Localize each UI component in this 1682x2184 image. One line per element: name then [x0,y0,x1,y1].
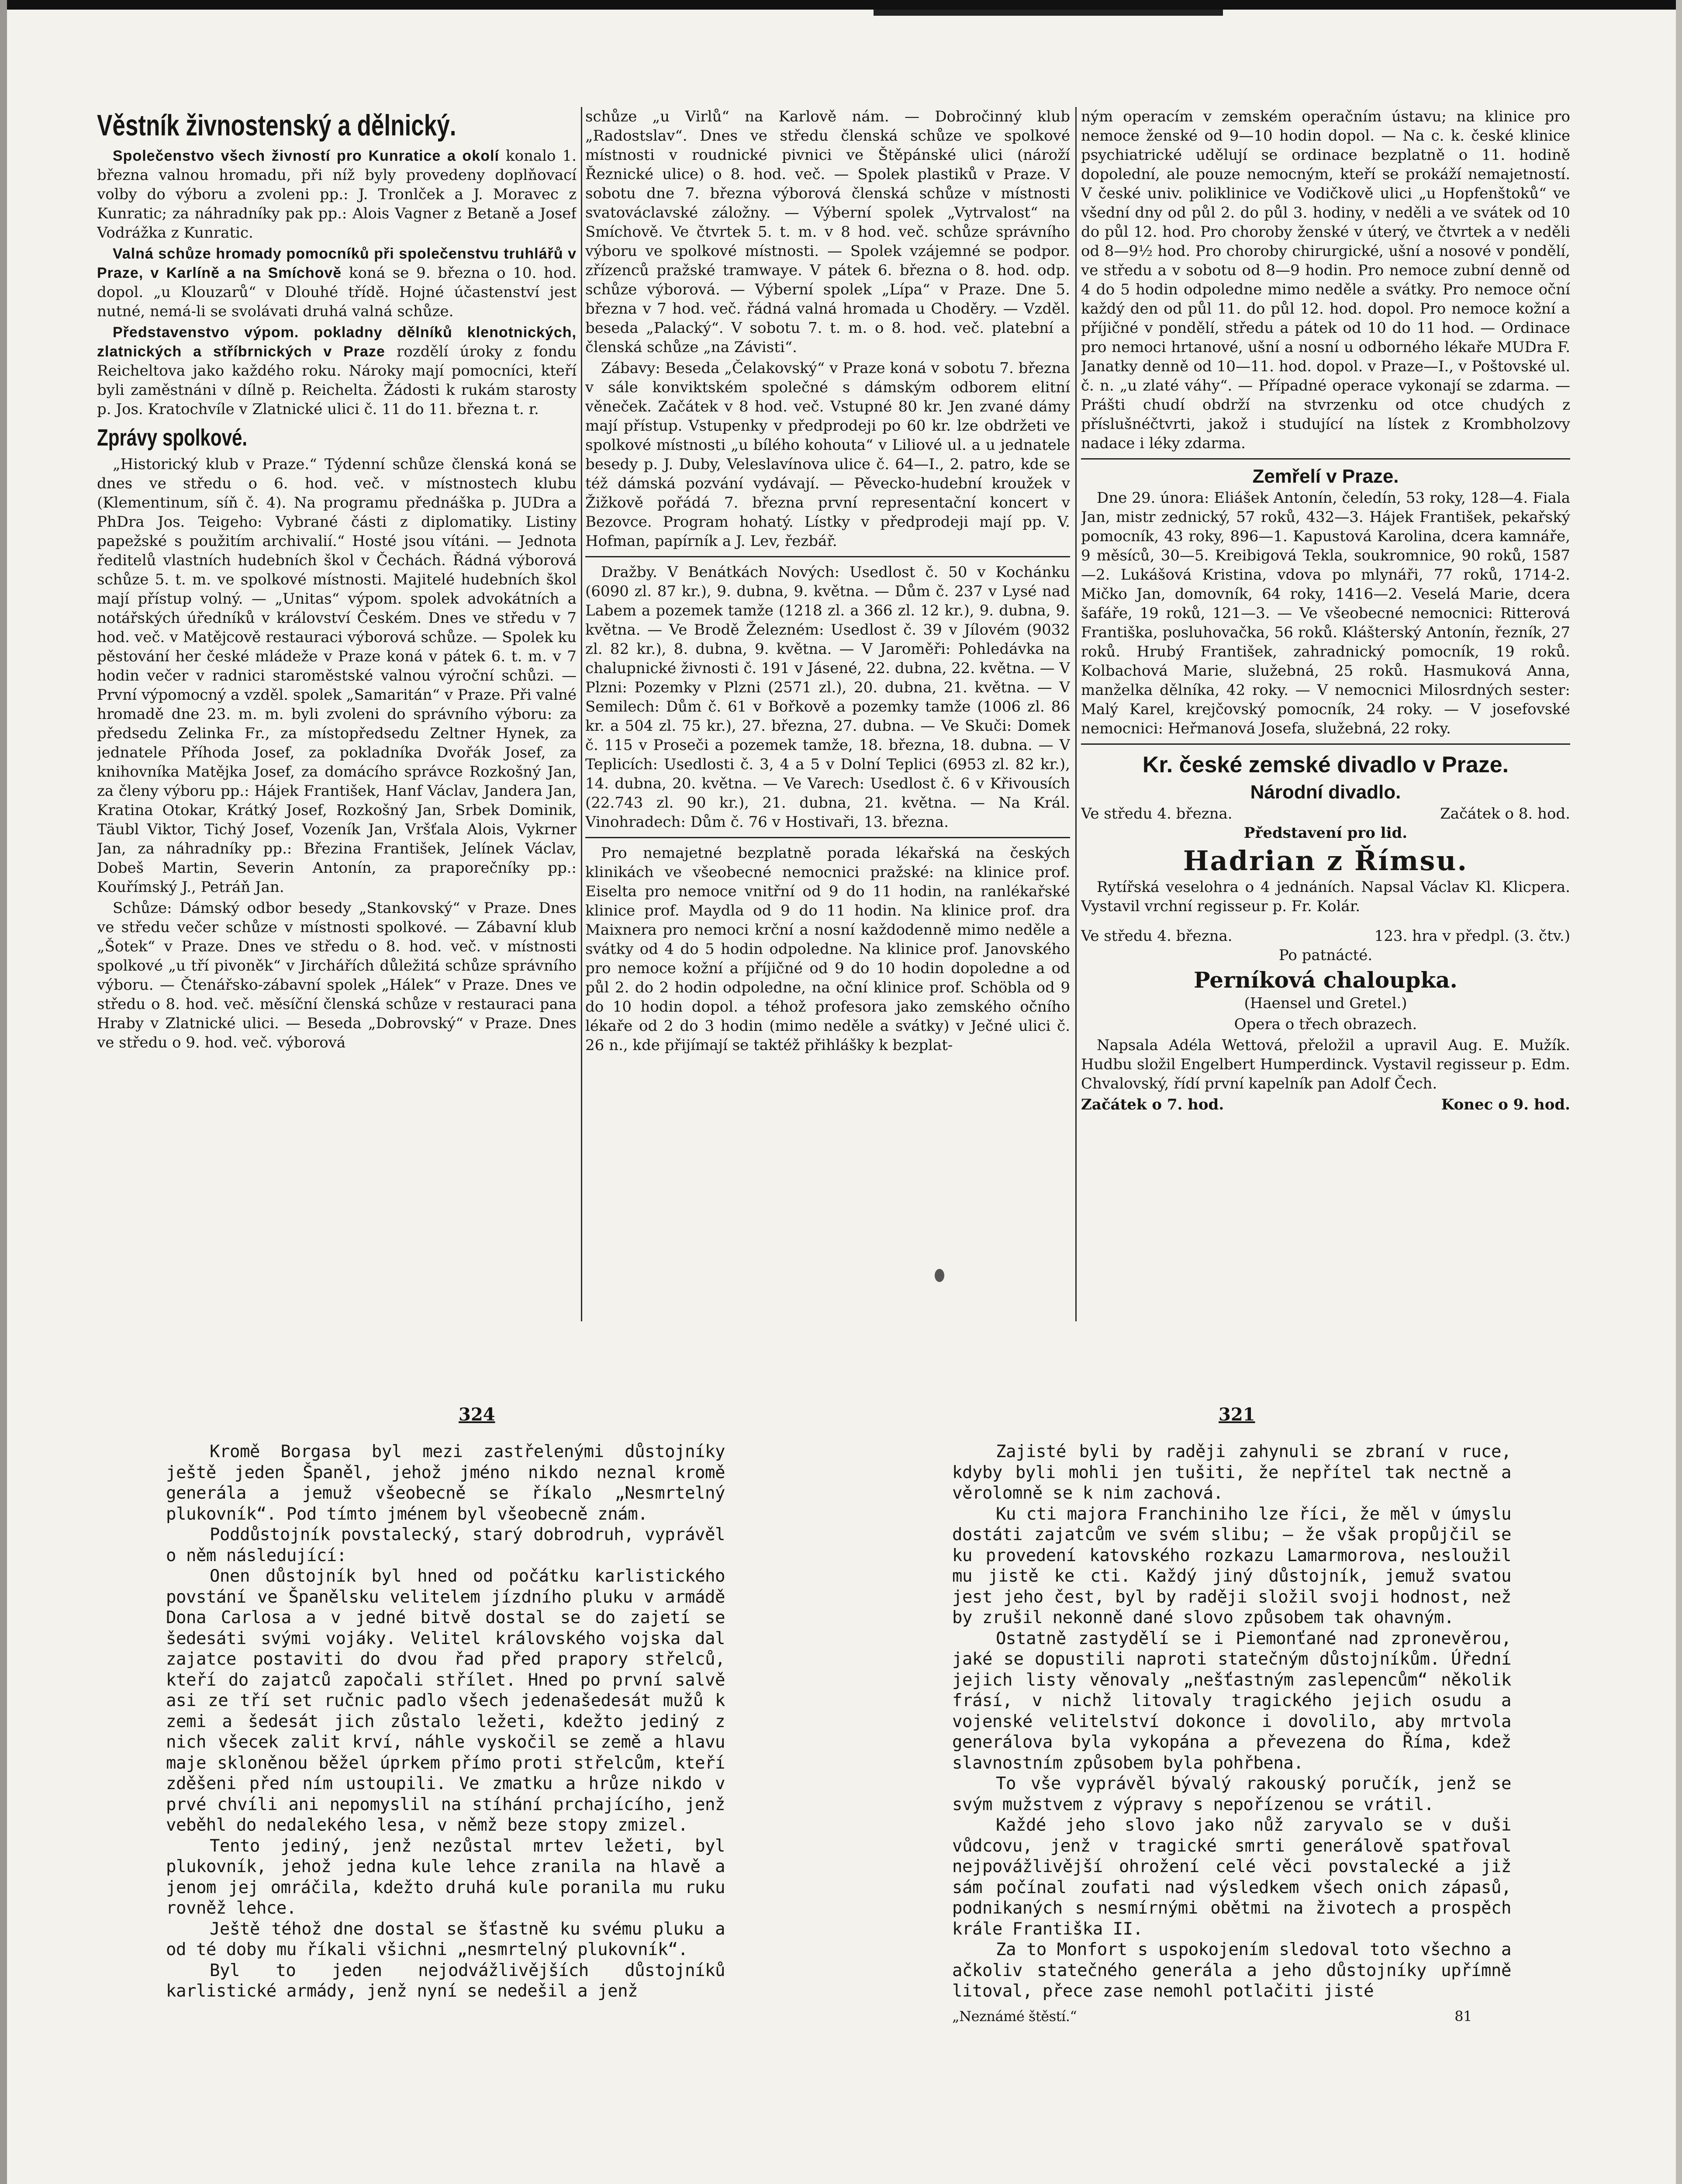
column-rule [1075,107,1077,1321]
footer-title: „Neznámé štěstí.“ [952,2008,1077,2025]
notice-text: rozdělí úroky z fondu Reicheltova jako každého roku. Nároky mají pomocníci, kteří byli zaměstnáni v dílně p. Reichelta. Žádosti k rukám starosty p. Jos. Kratochvíle v Zlatnické ulici č. 11 do 11. března t. r. [97,343,577,418]
notice-paragraph [97,146,577,242]
performance-2-info [1081,926,1570,946]
novel-page-left [166,1441,725,2184]
footer-sheet-number: 81 [1454,2008,1472,2025]
notice-lead: Společenstvo všech živností pro Kunratice a okolí [113,148,499,164]
left-scan-edge [0,0,7,2184]
story-paragraph: Ještě téhož dne dostal se šťastně ku svému pluku a od té doby mu říkali všichni „nesmrtelný plukovník“. [166,1919,725,1959]
ink-blot [935,1269,944,1282]
performance-1-info [1081,804,1570,823]
top-scan-mark [874,10,1223,16]
play-description: Rytířská veselohra o 4 jednáních. Napsal Václav Kl. Klicpera. Vystavil vrchní regisseur p. Fr. Kolár. [1081,878,1570,915]
notice-lead: Představenstvo výpom. pokladny dělníků klenotnických, zlatnických a stříbrnických v Praze [97,324,577,360]
club-news-paragraph: Schůze: Dámský odbor besedy „Stankovský“ v Praze. Dnes ve středu večer schůze v místnosti spolkové. — Zábavní klub „Šotek“ v Praze. Dnes ve středu o 8. hod. več. v místnosti spolkové „u tří pivoněk“ v Jirchářích důležitá schůze správního výboru. — Čtenářsko-zábavní spolek „Hálek“ v Praze. Dnes ve středu o 8. hod. več. měsíční členská schůze v restauraci pana Hraby v Zlatnické ulici. — Beseda „Dobrovský“ v Praze. Dnes ve středu o 9. hod. več. výborová [97,899,577,1051]
theatre-subheading: Národní divadlo. [1250,781,1401,803]
performance-date: Ve středu 4. března. [1081,927,1233,945]
performance-start: Začátek o 8. hod. [1440,805,1570,822]
club-news-paragraph: „Historický klub v Praze.“ Týdenní schůze členská koná se dnes ve středu o 6. hod. več. v místnostech klubu (Klementinum, síň č. 4). Na programu přednáška p. JUDra a PhDra Jos. Teigeho: Vybrané části z diplomatiky. Listiny papežské s použitím archivalií.“ Hosté jsou vítáni. — Jednota ředitelů vlastních hudebních škol v Čechách. Řádná výborová schůze 5. t. m. ve spolkové místnosti. Majitelé hudebních škol mají přístup volný. — „Unitas“ výpom. spolek advokátních a notářských úředníků v království Českém. Dnes ve středu v 7 hod. več. v Matějcově restauraci výborová schůze. — Spolek ku pěstování her české mládeže v Praze koná v pátek 6. t. m. v 7 hodin večer v radnici staroměstské valnou výroční schůzi. — První výpomocný a vzděl. spolek „Samaritán“ v Praze. Při valné hromadě dne 23. m. m. byli zvoleni do správního výboru: za předsedu Zelinka Fr., za místopředsedu Zeltner Hynek, za jednatele Příhoda Josef, za pokladníka Dvořák Josef, za knihovníka Matějka Josef, za domácího správce Rozkošný Jan, za členy výboru pp.: Hájek František, Hanf Václav, Jandera Jan, Kratina Otokar, Krátký Josef, Rozkošný Jan, Srbek Dominik, Täubl Viktor, Tichý Josef, Vozeník Jan, Vršťala Alois, Vykrner Jan, za náhradníky pp.: Březina František, Jelínek Václav, Dobeš Martin, Severin Antonín, za praporečníky pp.: Kouřímský J., Petráň Jan. [97,456,577,896]
club-news-paragraph: schůze „u Virlů“ na Karlově nám. — Dobročinný klub „Radostslav“. Dnes ve středu členská schůze ve spolkové místnosti v roudnické pivnici ve Štěpánské ulici (nároží Řeznické ulice) o 8. hod. več. — Spolek plastiků v Praze. V sobotu dne 7. března výborová členská schůze v místnosti svatováclavské záložny. — Výberní spolek „Vytrvalost“ na Smíchově. Ve čtvrtek 5. t. m. v 8 hod. več. schůze správního výboru ve spolkové místnosti. — Spolek vzájemné se podpor. zřízenců pražské tramwaye. V pátek 6. března o 8. hod. odp. schůze výborová. — Výberní spolek „Lípa“ v Praze. Dne 5. března v 7 hod. več. řádná valná hromada u Choděry. — Vzděl. beseda „Palacký“. V sobotu 7. t. m. o 8. hod. več. platební a členská schůze „na Závisti“. [585,108,1070,356]
newspaper-column-2 [585,107,1070,1321]
medical-advice-paragraph: Pro nemajetné bezplatně porada lékařská na českých klinikách ve všeobecné nemocnici pražské: na klinice prof. Eiselta pro nemoce vnitřní od 9 do 11 hodin, na ranlékařské klinice prof. Maydla od 9 do 11 hodin. Na klinice prof. dra Maixnera pro nemoci krční a nosní každodenně mimo neděle a svátky od 4 do 5 hodin odpoledne. Na klinice prof. Janovského pro nemoce kožní a příjičné od 9 do 10 hodin dopoledne a od půl 2. do 2 hodin odpoledne, na oční klinice prof. Schöbla od 9 do 10 hodin dopol. a téhož profesora jako zemského očního lékaře od 2 do 3 hodin (mimo neděle a svátky) v Ječné ulici č. 26 n., kde přijímají se taktéž přihlášky k bezplat- [585,844,1070,1054]
auctions-paragraph: Dražby. V Benátkách Nových: Usedlost č. 50 v Kochánku (6090 zl. 87 kr.), 9. dubna, 9. května. — Dům č. 237 v Lysé nad Labem a pozemek tamže (1218 zl. a 366 zl. 12 kr.), 9. dubna, 9. května. — Ve Brodě Železném: Usedlost č. 39 v Jílovém (9032 zl. 82 kr.), 8. dubna, 9. května. — V Jaroměři: Pohledávka na chalupnické živnosti č. 191 v Jásené, 22. dubna, 22. května. — V Plzni: Pozemky v Plzni (2571 zl.), 20. dubna, 21. května. — V Semilech: Dům č. 61 v Bořkově a pozemky tamže (1006 zl. 86 kr. a 504 zl. 75 kr.), 27. března, 27. dubna. — Ve Skuči: Domek č. 115 v Proseči a pozemek tamže, 18. března, 18. dubna. — V Teplicích: Usedlosti č. 3, 4 a 5 v Dolní Teplici (6953 zl. 82 kr.), 14. dubna, 20. května. — Ve Varech: Usedlost č. 6 v Křivousích (22.743 zl. 90 kr.), 21. dubna, 21. května. — Na Král. Vinohradech: Dům č. 76 v Hostivaři, 13. března. [585,563,1070,831]
play-subtitle: (Haensel und Gretel.) [1244,995,1407,1012]
novel-page-right [952,1441,1511,2184]
theatre-heading: Kr. české zemské divadlo v Praze. [1142,752,1509,778]
story-paragraph: Poddůstojník povstalecký, starý dobrodruh, vyprávěl o něm následující: [166,1525,725,1565]
play-title: Hadrian z Římsu. [1183,845,1468,877]
story-paragraph: Byl to jeden nejodvážlivějších důstojníků karlistické armády, jenž nyní se nedešil a jenž [166,1960,725,2001]
story-paragraph: Za to Monfort s uspokojením sledoval toto všechno a ačkoliv statečného generála a jeho důstojníky upřímně litoval, přece zase nemohl potlačiti jisté [952,1940,1511,2001]
page-number-right: 321 [1219,1404,1255,1425]
story-paragraph: Ostatně zastydělí se i Piemonťané nad zpronevěrou, jaké se dopustili naproti statečným důstojníkům. Úřední jejich listy věnovaly „nešťastným zaslepencům“ několik frásí, v nichž litovaly tragického jejich osudu a vojenské velitelství dokonce i dovolilo, aby mrtvola generálova byla vykopána a převezena do Říma, kdež slavnostním způsobem byla pohřbena. [952,1628,1511,1773]
performance-2-times [1081,1095,1570,1114]
performance-note: Představení pro lid. [1243,824,1408,842]
notice-lead: Valná schůze hromady pomocníků při společenstvu truhlářů v Praze, v Karlíně a na Smíchově [97,245,577,281]
page-number-left: 324 [459,1404,495,1425]
story-paragraph: Tento jediný, jenž nezůstal mrtev ležeti, byl plukovník, jehož jedna kule lehce zranila na hlavě a jenom jej omráčila, kdežto druhá kule poranila mu ruku rovněž lehce. [166,1836,725,1918]
page-footer [952,2006,1511,2027]
performance-subscription: 123. hra v předpl. (3. čtv.) [1374,927,1570,945]
performance-end: Konec o 9. hod. [1441,1096,1570,1113]
deaths-heading: Zemřelí v Praze. [1252,466,1399,487]
performance-note: Po patnácté. [1278,947,1373,964]
column-rule [581,107,582,1321]
section-divider [585,556,1070,557]
play-description: Napsala Adéla Wettová, přeložil a upravil Aug. E. Mužík. Hudbu složil Engelbert Humperdinck. Vystavil regisseur p. Edm. Chvalovský, řídí první kapelník pan Adolf Čech. [1081,1037,1570,1092]
performance-start: Začátek o 7. hod. [1081,1096,1224,1113]
story-paragraph: To vše vyprávěl bývalý rakouský poručík, jenž se svým mužstvem z výpravy s nepořízenou se vrátil. [952,1774,1511,1814]
story-paragraph: Každé jeho slovo jako nůž zaryvalo se v duši vůdcovu, jenž v tragické smrti generálově spatřoval nejpovážlivější ohrožení celé věci povstalecké a již sám počínal zoufati nad výsledkem všech onich zápasů, podnikaných s nesmírnými obětmi na životech a prospěch krále Františka II. [952,1815,1511,1939]
section-divider [1081,458,1570,460]
section-heading-trade: Věstník živnostenský a dělnický. [97,109,456,142]
newspaper-column-3 [1081,107,1570,1321]
play-kind: Opera o třech obrazech. [1234,1016,1417,1033]
play-title: Perníková chaloupka. [1194,967,1458,993]
story-paragraph: Zajisté byli by raději zahynuli se zbraní v ruce, kdyby byli mohli jen tušiti, že nepřítel tak nectně a věrolomně se k nim zachová. [952,1442,1511,1503]
story-paragraph: Kromě Borgasa byl mezi zastřelenými důstojníky ještě jeden Španěl, jehož jméno nikdo neznal kromě generála a jemuž všeobecně se říkalo „Nesmrtelný plukovník“. Pod tímto jménem byl všeobecně znám. [166,1442,725,1524]
medical-advice-paragraph: ným operacím v zemském operačním ústavu; na klinice pro nemoce ženské od 9—10 hodin dopol. — Na c. k. české klinice psychiatrické udělují se ordinace bezplatně o 11. hodině dopolední, ale pouze nemocným, kteří se prokáží nemajetností. V české univ. poliklinice ve Vodičkově ulici „u Hopfenštoků“ ve všední dny od půl 2. do půl 3. hodiny, v neděli a ve svátek od 10 do půl 12. hod. Pro choroby ženské v úterý, ve čtvrtek a v neděli od 8—9½ hod. Pro choroby chirurgické, ušní a nosové v pondělí, ve středu a v sobotu od 8—9 hodin. Pro nemoce zubní denně od 4 do 5 hodin odpoledne mimo neděle a svátky. Pro nemoce oční každý den od půl 11. do půl 12. hod. dopol. Pro nemoce kožní a příjičné v pondělí, středu a pátek od 10 do 11 hod. — Ordinace pro nemoci hrtanové, ušní a nosní u odborného lékaře MUDra F. Janatky denně od 10—11. hod. dopol. v Praze—I., v Poštovské ul. č. n. „u zlaté váhy“. — Případné operace vykonají se zdarma. — Prášti chudí obdrží na stvrzenku od otce chudých z příslušnéčtvrti, jakož i studující na lístek z Krombholzovy nadace i léky zdarma. [1081,108,1570,452]
notice-text: konalo 1. března valnou hromadu, při níž byly provedeny doplňovací volby do výboru a zvoleni pp.: J. Tronlček a J. Moravec z Kunratic; za náhradníky pak pp.: Alois Vagner z Betaně a Josef Vodrážka z Kunratic. [97,147,577,242]
section-divider [1081,743,1570,745]
story-paragraph: Onen důstojník byl hned od počátku karlistického povstání ve Španělsku velitelem jízdního pluku v armádě Dona Carlosa a v jedné bitvě dostal se do zajetí se šedesáti svými vojáky. Velitel královského vojska dal zajatce postaviti do dvou řad před prapory střelců, kteří do zajatců započali střílet. Hned po první salvě asi ze tří set ručnic padlo všech jedenašedesát mužů k zemi a šedesát jich zůstalo ležeti, kdežto jediný z nich všecek zalit krví, náhle vyskočil se země a hlavu maje skloněnou běžel úprkem přímo proti střelcům, kteří zděšeni před ním ustoupili. Ve zmatku a hrůze nikdo v prvé chvíli ani nepomyslil na stíhání prchajícího, jenž veběhl do nedalekého lesa, v němž beze stopy zmizel. [166,1566,725,1835]
section-divider [585,837,1070,838]
performance-date: Ve středu 4. března. [1081,805,1233,822]
top-scan-border [0,0,1682,10]
deaths-paragraph: Dne 29. února: Eliášek Antonín, čeledín, 53 roky, 128—4. Fiala Jan, mistr zednický, 57 roků, 432—3. Hájek František, pekařský pomocník, 43 roky, 896—1. Kapustová Karolina, dcera kamnáře, 9 měsíců, 30—5. Kreibigová Tekla, soukromnice, 90 roků, 1587—2. Lukášová Kristina, vdova po mlynáři, 77 roků, 1714-2. Mičko Jan, domovník, 64 roky, 1416—2. Veselá Marie, dcera šafáře, 19 roků, 121—3. — Ve všeobecné nemocnici: Ritterová Františka, posluhovačka, 56 roků. Klášterský Antonín, řezník, 27 roků. Hrubý František, zahradnický pomocník, 19 roků. Kolbachová Marie, služebná, 25 roků. Hasmuková Anna, manželka dělníka, 42 roky. — V nemocnici Milosrdných sester: Malý Karel, krejčovský pomocník, 24 roky. — V josefovské nemocnici: Heřmanová Josefa, služebná, 22 roky. [1081,489,1570,737]
notice-paragraph [97,244,577,321]
notice-text: koná se 9. března o 10. hod. dopol. „u Klouzarů“ v Dlouhé třídě. Hojné účastenství jest nutné, nemá-li se svolávati druhá valná schůze. [97,264,577,320]
section-heading-clubs: Zprávy spolkové. [97,425,248,451]
right-scan-edge [1676,0,1682,2184]
notice-paragraph [97,323,577,419]
entertainment-paragraph: Zábavy: Beseda „Čelakovský“ v Praze koná v sobotu 7. března v sále konviktském společné s dámským odborem elitní věneček. Začátek v 8 hod. več. Vstupné 80 kr. Jen zvané dámy mají přístup. Vstupenky v předprodeji po 60 kr. lze obdržeti ve spolkové místnosti „u bílého kohouta“ v Liliové ul. a u jednatele besedy p. J. Duby, Veleslavínova ulice č. 64—I., 2. patro, kde se též dámská pozvání vydávají. — Pěvecko-hudební kroužek v Žižkově pořádá 7. března první representační koncert v Bezovce. Program hohatý. Lístky v předprodeji mají pp. V. Hofman, papírník a J. Lev, řezbář. [585,359,1070,550]
story-paragraph: Ku cti majora Franchiniho lze říci, že měl v úmyslu dostáti zajatcům ve svém slibu; — že však propůjčil se ku provedení katovského rozkazu Lamarmorova, nesloužil mu jistě ke cti. Každý jiný důstojník, jemuž svatou jest jeho čest, byl by raději složil svoji hodnost, než by zrušil nekonně dané slovo způsobem tak ohavným. [952,1504,1511,1628]
newspaper-column-1 [97,107,577,1321]
